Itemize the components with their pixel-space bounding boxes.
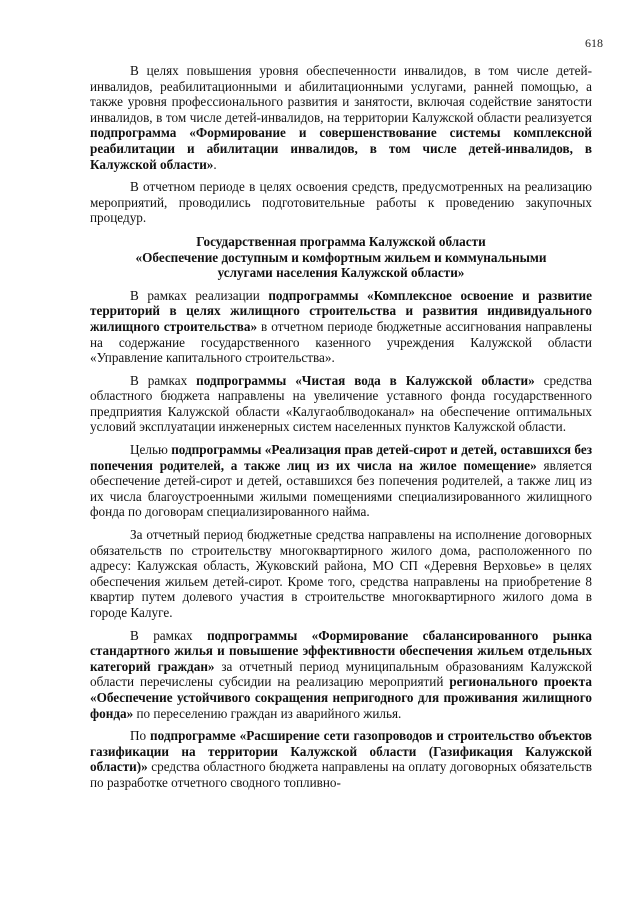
paragraph-reporting-period bbox=[90, 179, 592, 226]
paragraph-text: В рамках bbox=[130, 372, 197, 388]
paragraph-text: В рамках bbox=[130, 627, 208, 643]
paragraph-text: По bbox=[130, 728, 151, 744]
paragraph-text: средства областного бюджета направлены на увеличение уставного фонда государственного предприятия Калужской области «Калугаоблводоканал» на обеспечение оптимальных условий эксплуатации инженерных систем населенных пунктов Калужской области. bbox=[90, 372, 593, 435]
paragraph-text: В рамках реализации bbox=[130, 287, 269, 303]
paragraph-gasification bbox=[90, 728, 592, 790]
heading-line: Государственная программа Калужской области bbox=[196, 233, 486, 249]
paragraph-text: В целях повышения уровня обеспеченности инвалидов, в том числе детей-инвалидов, реабилитационными и абилитационными услугами, ранней помощью, а также уровня профессионального развития и занятости, включая содействие занятости инвалидов, в том числе детей-инвалидов, на территории Калужской области реализуется bbox=[90, 63, 592, 125]
subprogram-title: подпрограмме «Расширение сети газопроводов и строительство объектов газификации на территории Калужской области (Газификация Калужской области)» bbox=[90, 728, 592, 775]
paragraph-clean-water bbox=[90, 373, 592, 435]
paragraph-text: является обеспечение детей-сирот и детей, оставшихся без попечения родителей, а также лиц из их числа благоустроенными жилыми помещениями специализированного жилищного фонда по договорам специализированного найма. bbox=[90, 457, 592, 520]
paragraph-text: Целью bbox=[130, 442, 172, 458]
paragraph-text: средства областного бюджета направлены на оплату договорных обязательств по разработке отчетного сводного топливно- bbox=[90, 759, 592, 790]
paragraph-text: За отчетный период бюджетные средства направлены на исполнение договорных обязательств по строительству многоквартирного жилого дома, расположенного по адресу: Калужская область, Жуковский района, МО СП «Деревня Верховье» в целях обеспечения жильем детей-сирот. Кроме того, средства направлены на приобретение 8 квартир путем долевого участия в строительстве многоквартирного жилого дома в городе Калуге. bbox=[90, 527, 592, 620]
paragraph-territory-development bbox=[90, 288, 592, 366]
regional-project-title: регионального проекта «Обеспечение устойчивого сокращения непригодного для проживания жилищного фонда» bbox=[90, 674, 592, 721]
heading-line: услугами населения Калужской области» bbox=[217, 265, 465, 281]
paragraph-construction-funds bbox=[90, 527, 592, 621]
section-heading bbox=[90, 234, 592, 281]
document-body bbox=[90, 63, 592, 798]
paragraph-text: в отчетном периоде бюджетные ассигнования направлены на содержание государственного казенного учреждения Калужской области «Управление капитального строительства». bbox=[90, 318, 592, 366]
paragraph-text: за отчетный период муниципальным образованиям Калужской области перечислены субсидии на реализацию мероприятий bbox=[90, 658, 592, 690]
paragraph-orphans-housing bbox=[90, 442, 592, 520]
subprogram-title: подпрограммы «Реализация прав детей-сирот и детей, оставшихся без попечения родителей, а также лиц из их числа на жилое помещение» bbox=[90, 442, 592, 473]
page-number: 618 bbox=[585, 36, 603, 50]
paragraph-text: по переселению граждан из аварийного жилья. bbox=[133, 705, 402, 721]
heading-line: «Обеспечение доступным и комфортным жильем и коммунальными bbox=[135, 249, 547, 265]
subprogram-title: подпрограммы «Комплексное освоение и развитие территорий в целях жилищного строительства и развития индивидуального жилищного строительства» bbox=[90, 287, 592, 334]
paragraph-rehabilitation bbox=[90, 63, 592, 172]
subprogram-title: подпрограммы «Формирование сбалансированного рынка стандартного жилья и повышение эффективности обеспечения жильем отдельных категорий граждан» bbox=[90, 627, 592, 674]
paragraph-text: . bbox=[213, 156, 217, 172]
paragraph-text: В отчетном периоде в целях освоения средств, предусмотренных на реализацию мероприятий, проводились подготовительные работы к проведению закупочных процедур. bbox=[90, 179, 592, 226]
paragraph-housing-market bbox=[90, 628, 592, 722]
subprogram-title: подпрограммы «Чистая вода в Калужской области» bbox=[196, 372, 535, 388]
subprogram-title: подпрограмма «Формирование и совершенствование системы комплексной реабилитации и абилитации инвалидов, в том числе детей-инвалидов, в Калужской области» bbox=[90, 125, 592, 172]
